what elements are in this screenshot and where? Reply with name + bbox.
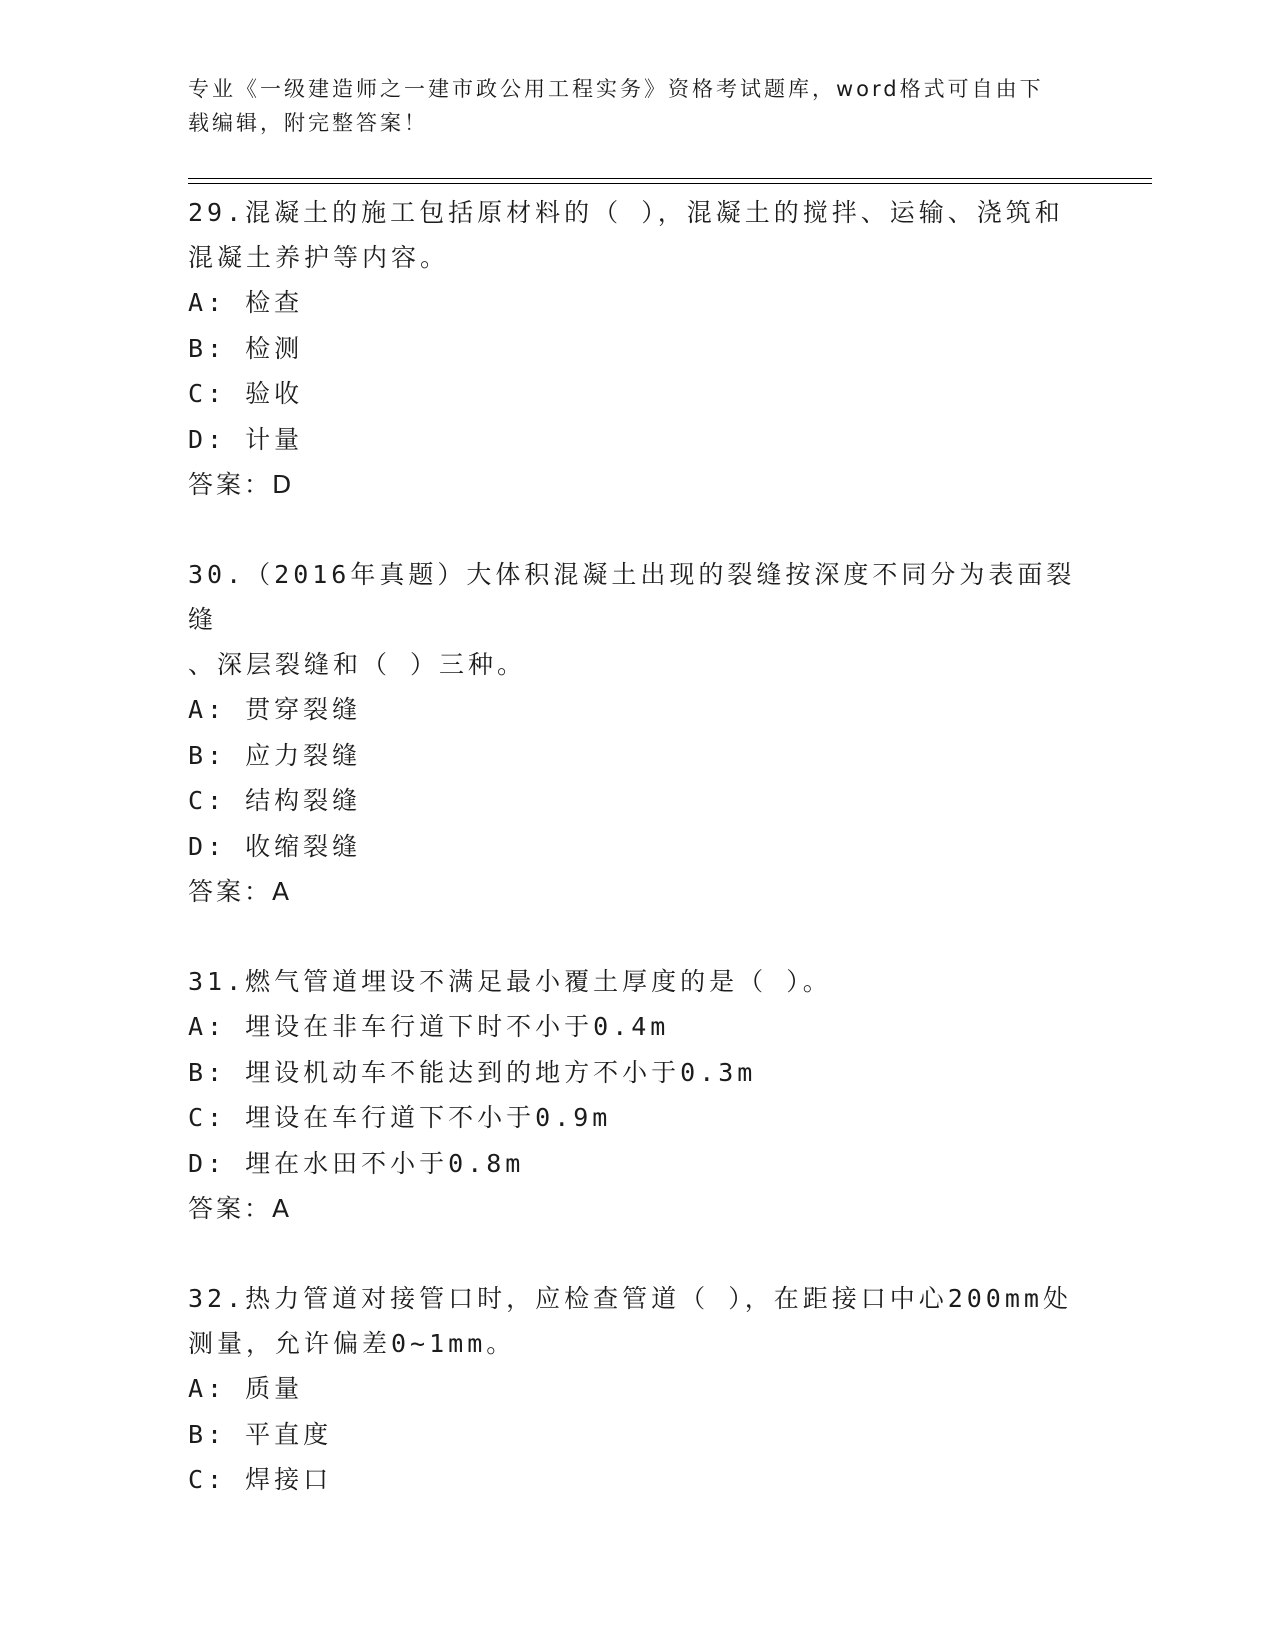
option-c: C: 焊接口 <box>188 1465 333 1494</box>
question-list <box>188 190 1088 1503</box>
question-spacer <box>188 1231 1088 1276</box>
option-c: C: 埋设在车行道下不小于0.9m <box>188 1103 612 1132</box>
header-divider-bottom <box>188 183 1152 184</box>
question-spacer <box>188 507 1088 552</box>
header-line-2: 载编辑，附完整答案！ <box>188 111 428 135</box>
option-d: D: 收缩裂缝 <box>188 831 362 861</box>
option-b: B: 平直度 <box>188 1419 333 1449</box>
document-header <box>188 72 1068 140</box>
answer-line: 答案：A <box>188 877 293 906</box>
option-c: C: 验收 <box>188 379 304 408</box>
option-a: A: 贯穿裂缝 <box>188 695 362 724</box>
header-line-1: 专业《一级建造师之一建市政公用工程实务》资格考试题库，word格式可自由下 <box>188 77 1044 101</box>
question-stem-line: 29.混凝土的施工包括原材料的（ ），混凝土的搅拌、运输、浇筑和 <box>188 198 1064 227</box>
question-29 <box>188 190 1088 507</box>
question-stem-line: 混凝土养护等内容。 <box>188 243 450 272</box>
question-stem-line: 31.燃气管道埋设不满足最小覆土厚度的是（ ）。 <box>188 967 832 996</box>
option-d: D: 计量 <box>188 424 304 454</box>
option-b: B: 埋设机动车不能达到的地方不小于0.3m <box>188 1057 757 1087</box>
answer-line: 答案：A <box>188 1194 293 1223</box>
question-spacer <box>188 914 1088 959</box>
question-stem-line: 30.（2016年真题）大体积混凝土出现的裂缝按深度不同分为表面裂缝 <box>188 560 1076 634</box>
question-30 <box>188 552 1088 914</box>
option-d: D: 埋在水田不小于0.8m <box>188 1148 525 1178</box>
question-32 <box>188 1276 1088 1503</box>
question-stem-line: 测量，允许偏差0~1mm。 <box>188 1329 516 1358</box>
option-b: B: 检测 <box>188 333 304 363</box>
option-b: B: 应力裂缝 <box>188 740 362 770</box>
question-stem-line: 32.热力管道对接管口时，应检查管道（ ），在距接口中心200mm处 <box>188 1284 1072 1313</box>
question-stem-line: 、深层裂缝和（ ）三种。 <box>188 650 527 679</box>
option-a: A: 检查 <box>188 288 304 317</box>
option-a: A: 质量 <box>188 1374 304 1403</box>
header-divider-top <box>188 178 1152 179</box>
option-a: A: 埋设在非车行道下时不小于0.4m <box>188 1012 670 1041</box>
option-c: C: 结构裂缝 <box>188 786 362 815</box>
question-31 <box>188 959 1088 1231</box>
answer-line: 答案：D <box>188 470 295 499</box>
